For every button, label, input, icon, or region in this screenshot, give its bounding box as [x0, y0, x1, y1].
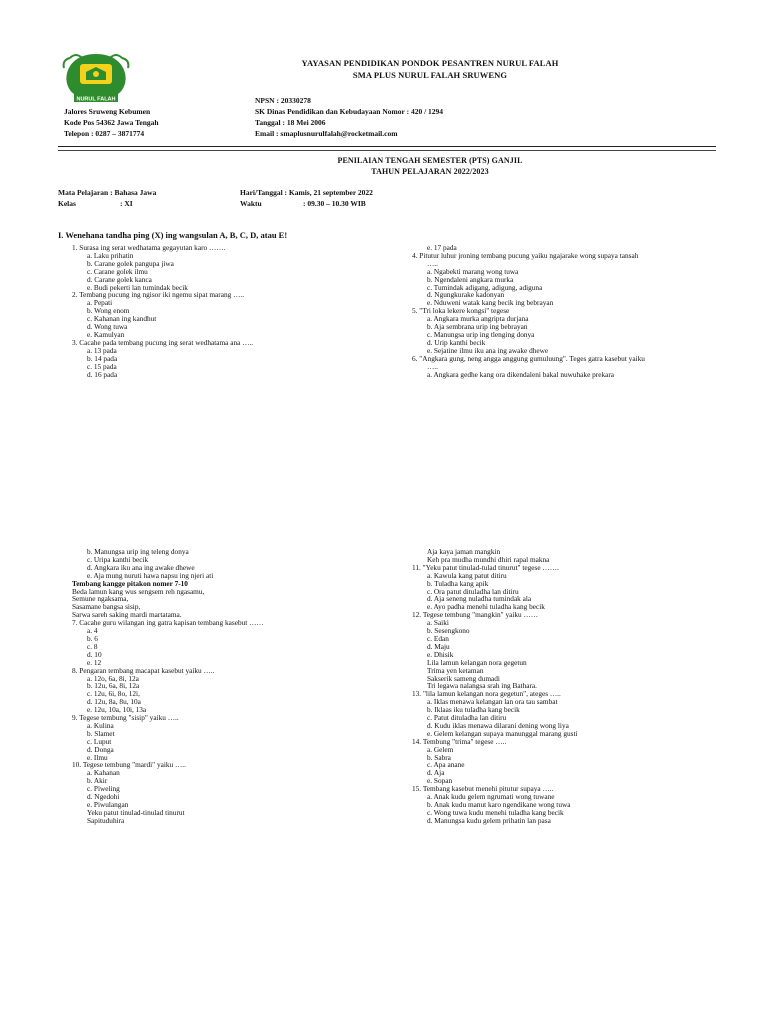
- verse-line: …..: [427, 361, 438, 371]
- academic-year: TAHUN PELAJARAN 2022/2023: [371, 167, 489, 176]
- address-line-2: Kode Pos 54362 Jawa Tengah: [64, 118, 159, 127]
- question-text: 11. "Yeku patut tinulad-tulad tinurut" tegese …….: [412, 562, 559, 572]
- answer-option: c. Piweling: [87, 784, 120, 794]
- answer-option: e. Piwulangan: [87, 800, 129, 809]
- answer-option: a. Pepati: [87, 298, 113, 308]
- answer-option: d. Aja: [427, 768, 445, 778]
- question-text: 7. Cacahe guru wilangan ing gatra kapisan tembang kasebut ……: [72, 618, 264, 628]
- answer-option: e. Sopan: [427, 776, 453, 786]
- answer-option: b. Wong enom: [87, 306, 130, 316]
- column-2-top: [412, 244, 732, 378]
- answer-option: e. Ilmu: [87, 752, 108, 762]
- answer-option: d. Carane golek kanca: [87, 274, 152, 284]
- answer-option: c. Kahanan ing kandhut: [87, 314, 157, 324]
- answer-option: a. Iklas menawa kelangan lan ora tau sambat: [427, 697, 558, 707]
- answer-option: c. 15 pada: [87, 361, 117, 371]
- answer-option: d. Aja seneng nuladha tumindak ala: [427, 594, 532, 604]
- answer-option: d. Urip kanthi becik: [427, 337, 486, 347]
- answer-option: a. Ngabekti marang wong tuwa: [427, 266, 519, 276]
- answer-option: e. Budi pekerti lan tumindak becik: [87, 282, 188, 292]
- answer-option: d. Wong tuwa: [87, 322, 128, 332]
- email: Email : smaplusnurulfalah@rocketmail.com: [255, 129, 398, 138]
- verse-line: Tri legawa nalangsa srah ing Bathara.: [427, 681, 537, 691]
- answer-option: c. Wong tuwa kudu menehi tuladha kang becik: [427, 807, 564, 817]
- answer-option: e. Nduweni watak kang becik ing bebrayan: [427, 298, 554, 308]
- logo-text: NURUL FALAH: [76, 96, 116, 103]
- answer-option: a. Angkara gedhe kang ora dikendaleni bakal nuwuhake prekara: [427, 369, 615, 379]
- question-text: 9. Tegese tembung "sisip" yaiku …..: [72, 713, 179, 723]
- question-text: 8. Pengaran tembang macapat kasebut yaiku …..: [72, 665, 215, 675]
- poem-line: Sarwa sareh saking mardi martatama.: [72, 610, 182, 620]
- answer-option: b. Aja sembrana urip ing bebrayan: [427, 322, 528, 332]
- answer-option: d. Ngungkurake kadonyan: [427, 290, 505, 300]
- answer-option: d. Manungsa kudu gelem prihatin lan pasa: [427, 815, 551, 825]
- answer-option: a. Angkara murka angripta durjana: [427, 314, 529, 324]
- class-label: Kelas: [58, 199, 76, 208]
- sk-dinas: SK Dinas Pendidikan dan Kebudayaan Nomor : 420 / 1294: [255, 107, 444, 116]
- answer-option: b. Tuladha kang apik: [427, 578, 489, 588]
- verse-line: Lila lamun kelangan nora gegetun: [427, 657, 527, 667]
- column-2-bottom: [412, 548, 732, 825]
- answer-option: b. 6: [87, 633, 98, 643]
- section-title: I. Wenehana tandha ping (X) ing wangsulan A, B, C, D, atau E!: [58, 230, 288, 240]
- exam-day: Hari/Tanggal : Kamis, 21 september 2022: [240, 188, 373, 197]
- question-text: 2. Tembang pucung ing ngisor iki ngemu sipat marang …..: [72, 290, 245, 300]
- question-text: 3. Cacahe pada tembang pucung ing serat wedhatama ana …..: [72, 337, 254, 347]
- answer-option: c. Tumindak adigang, adigung, adiguna: [427, 282, 543, 292]
- answer-option: b. 14 pada: [87, 353, 118, 363]
- verse-line: Trima yen ketaman: [427, 665, 484, 675]
- question-text: 6. "Angkara gung, neng angga anggung gumuluung". Teges gatra kasebut yaiku: [412, 353, 645, 363]
- verse-line: Sapituduhira: [87, 815, 125, 825]
- question-text: 15. Tembang kasebut menehi pitutur supaya …..: [412, 784, 554, 794]
- answer-option: a. 4: [87, 626, 98, 636]
- answer-option: b. Iklaas iku tuladha kang becik: [427, 705, 520, 715]
- answer-option: e. Aja mung nuruti hawa napsu ing njeri ati: [87, 570, 214, 580]
- question-text: 12. Tegese tembung "mangkin" yaiku ……: [412, 610, 539, 620]
- answer-option: c. Edan: [427, 633, 449, 643]
- answer-option: b. Sabra: [427, 752, 451, 762]
- exam-title: PENILAIAN TENGAH SEMESTER (PTS) GANJIL: [337, 156, 523, 165]
- answer-option: c. Carane golek ilmu: [87, 266, 148, 276]
- answer-option: a. Anak kudu gelem ngrumati wong tuwane: [427, 792, 555, 802]
- verse-line: Keh pra mudha mundhi dhiri rapal makna: [427, 554, 550, 564]
- answer-option: d. Donga: [87, 744, 114, 754]
- answer-option: d. 16 pada: [87, 369, 118, 379]
- time-value: : 09.30 – 10.30 WIB: [303, 199, 366, 208]
- answer-option: c. Patut dituladha lan ditiru: [427, 713, 507, 723]
- answer-option: a. Kulina: [87, 720, 114, 730]
- question-text: 13. "lila lamun kelangan nora gegetun", ateges …..: [412, 689, 561, 699]
- school-logo: [60, 50, 132, 106]
- answer-option: a. 13 pada: [87, 345, 117, 355]
- verse-line: Sakserik sameng dumadi: [427, 673, 500, 683]
- answer-option: a. 12o, 6a, 8i, 12a: [87, 673, 139, 683]
- poem-line: Beda lamun kang wus sengsem reh ngasamu,: [72, 586, 205, 596]
- answer-option: a. Laku prihatin: [87, 250, 134, 260]
- answer-option: b. Carane golek pangupa jiwa: [87, 258, 174, 268]
- answer-option: b. Slamet: [87, 728, 115, 738]
- foundation-name: YAYASAN PENDIDIKAN PONDOK PESANTREN NURUL FALAH: [301, 58, 559, 68]
- answer-option: d. Ngedohi: [87, 792, 120, 802]
- answer-option: c. Uripa kanthi becik: [87, 554, 149, 564]
- question-text: 10. Tegese tembung "mardi" yaiku …..: [72, 760, 186, 770]
- answer-option: b. 12u, 6a, 8i, 12a: [87, 681, 140, 691]
- answer-option: c. 12u, 6i, 8o, 12i,: [87, 689, 140, 699]
- time-label: Waktu: [240, 199, 262, 208]
- answer-option: e. Gelem kelangan supaya manunggal marang gusti: [427, 728, 578, 738]
- column-1-bottom: [72, 548, 402, 825]
- verse-line: Aja kaya jaman mangkin: [427, 547, 501, 556]
- answer-option: a. Kawula kang patut ditiru: [427, 570, 507, 580]
- answer-option: e. Sejatine ilmu iku ana ing awake dhewe: [427, 345, 549, 355]
- answer-option: c. Apa anane: [427, 760, 465, 770]
- answer-option: e. 17 pada: [427, 243, 457, 252]
- phone: Telepon : 0287 – 3871774: [64, 129, 145, 138]
- answer-option: c. Manungsa urip ing tlenging donya: [427, 329, 535, 339]
- answer-option: e. Kamulyan: [87, 329, 125, 339]
- answer-option: b. Akir: [87, 776, 108, 786]
- npsn: NPSN : 20330278: [255, 96, 311, 105]
- class-value: : XI: [120, 199, 133, 208]
- answer-option: d. Angkara iku ana ing awake dhewe: [87, 562, 195, 572]
- header-divider-thin: [58, 150, 716, 151]
- answer-option: c. 8: [87, 641, 98, 651]
- answer-option: c. Ora patut dituladha lan ditiru: [427, 586, 519, 596]
- answer-option: d. Maju: [427, 641, 450, 651]
- answer-option: b. Anak kudu manut karo ngendikane wong tuwa: [427, 800, 571, 809]
- school-name: SMA PLUS NURUL FALAH SRUWENG: [352, 70, 508, 80]
- answer-option: e. Ayo padha menehi tuladha kang becik: [427, 602, 545, 612]
- header-divider: [58, 146, 716, 147]
- answer-option: b. Manungsa urip ing teleng donya: [87, 547, 189, 556]
- answer-option: b. Ngendaleni angkara murka: [427, 274, 514, 284]
- answer-option: e. Dhisik: [427, 649, 454, 659]
- column-1-top: [72, 244, 402, 378]
- answer-option: a. Saiki: [427, 618, 449, 628]
- answer-option: d. 10: [87, 649, 102, 659]
- verse-line: …..: [427, 258, 438, 268]
- answer-option: d. Kudu iklas menawa dilarani dening wong liya: [427, 720, 569, 730]
- question-text: 14. Tembung "trima" tegese …..: [412, 736, 507, 746]
- poem-line: Semune ngaksama,: [72, 594, 129, 604]
- poem-line: Sasamane bangsa sisip,: [72, 602, 141, 612]
- answer-option: d. 12u, 8a, 8u, 10a: [87, 697, 141, 707]
- address-line-1: Jalores Sruweng Kebumen: [64, 107, 151, 116]
- poem-heading: Tembang kangge pitakon nomer 7-10: [72, 578, 188, 588]
- answer-option: a. Gelem: [427, 744, 454, 754]
- question-text: 4. Pitutur luhur jroning tembang pucung yaiku ngajarake wong supaya tansah: [412, 250, 639, 260]
- answer-option: a. Kahanan: [87, 768, 120, 778]
- answer-option: e. 12u, 10a, 10i, 13a: [87, 705, 147, 715]
- verse-line: Yeku patut tinulad-tinulad tinurut: [87, 807, 185, 817]
- sk-date: Tanggal : 18 Mei 2006: [255, 118, 326, 127]
- subject: Mata Pelajaran : Bahasa Jawa: [58, 188, 157, 197]
- answer-option: e. 12: [87, 657, 102, 667]
- question-text: 1. Surasa ing serat wedhatama gegayutan karo …….: [72, 243, 226, 252]
- answer-option: b. Sesengkono: [427, 626, 470, 636]
- answer-option: c. Luput: [87, 736, 112, 746]
- question-text: 5. "Tri loka lekere kongsi" tegese: [412, 306, 510, 316]
